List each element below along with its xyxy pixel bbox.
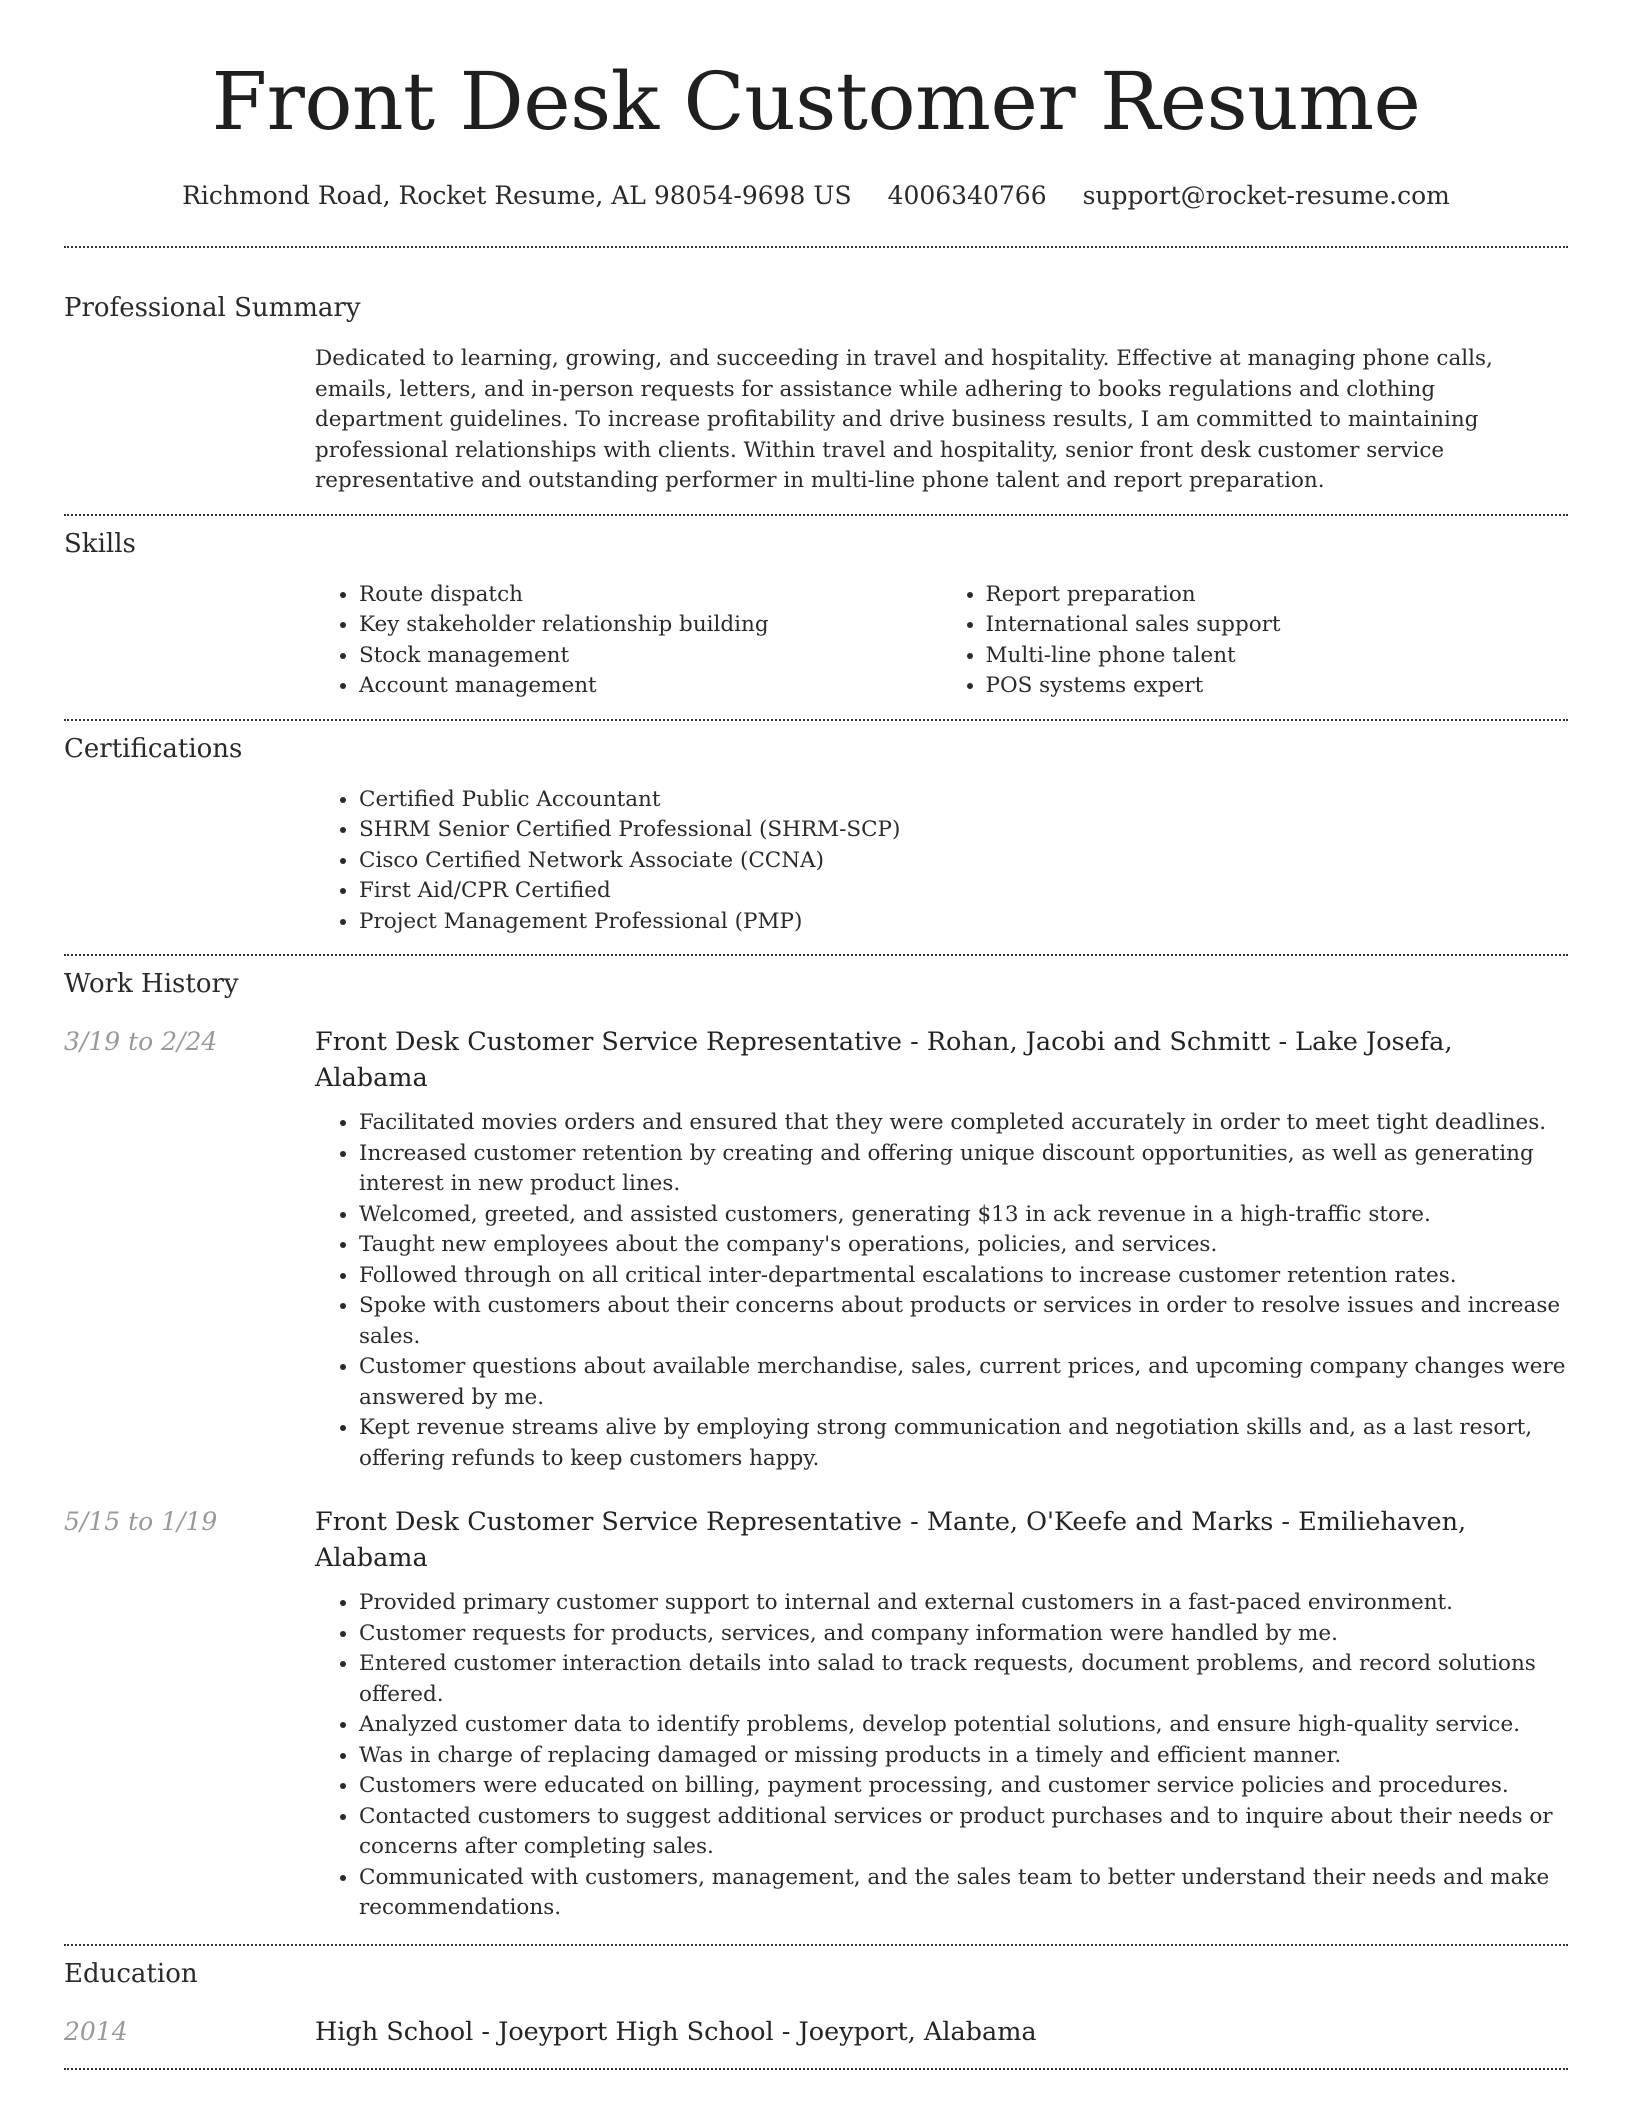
job-bullets: [315, 1108, 1568, 1474]
section-title-education: Education: [64, 1958, 198, 1989]
section-title-summary: Professional Summary: [64, 293, 361, 323]
job-bullet: • Contacted customers to suggest additional services or product purchases and to inquire about their needs or concerns after completing sales.: [359, 1802, 1568, 1863]
job-entry: [64, 1504, 1568, 1924]
certification-item: • Cisco Certified Network Associate (CCNA): [359, 846, 1568, 877]
job-bullet: • Facilitated movies orders and ensured that they were completed accurately in order to meet tight deadlines.: [359, 1108, 1568, 1139]
resume-title: Front Desk Customer Resume: [211, 55, 1421, 148]
job-bullet: • Entered customer interaction details into salad to track requests, document problems, and record solutions offered.: [359, 1649, 1568, 1710]
education-date: 2014: [64, 2016, 128, 2046]
job-bullet: • Followed through on all critical inter-departmental escalations to increase customer retention rates.: [359, 1261, 1568, 1292]
skill-item: • Report preparation: [986, 580, 1569, 611]
skill-item: • Key stakeholder relationship building: [359, 610, 942, 641]
job-bullet: • Customers were educated on billing, payment processing, and customer service policies and procedures.: [359, 1771, 1568, 1802]
job-title: Front Desk Customer Service Representative - Mante, O'Keefe and Marks - Emiliehaven, Alabama: [315, 1507, 1467, 1573]
skills-list-right: [942, 580, 1569, 702]
certification-item: • Project Management Professional (PMP): [359, 907, 1568, 938]
skills-section: [64, 516, 1568, 702]
divider: [64, 2068, 1568, 2070]
certification-item: • Certified Public Accountant: [359, 785, 1568, 816]
resume-page: [64, 0, 1568, 2070]
job-bullet: • Customer requests for products, services, and company information were handled by me.: [359, 1619, 1568, 1650]
certifications-list: [315, 785, 1568, 938]
job-bullet: • Spoke with customers about their concerns about products or services in order to resolve issues and increase sales.: [359, 1291, 1568, 1352]
skills-list-left: [315, 580, 942, 702]
summary-section: [64, 248, 1568, 497]
certifications-section: [64, 721, 1568, 938]
job-dates: 5/15 to 1/19: [64, 1507, 218, 1536]
section-title-certifications: Certifications: [64, 733, 243, 764]
job-bullet: • Communicated with customers, management, and the sales team to better understand their needs and make recommendations.: [359, 1863, 1568, 1924]
summary-text: Dedicated to learning, growing, and succeeding in travel and hospitality. Effective at managing phone calls, emails, letters, and in-person requests for assistance while adhering to books regulations and clothing department guidelines. To increase profitability and drive business results, I am committed to maintaining professional relationships with clients. Within travel and hospitality, senior front desk customer service representative and outstanding performer in multi-line phone talent and report preparation.: [315, 346, 1493, 493]
job-bullet: • Analyzed customer data to identify problems, develop potential solutions, and ensure high-quality service.: [359, 1710, 1568, 1741]
certification-item: • SHRM Senior Certified Professional (SHRM-SCP): [359, 815, 1568, 846]
job-title: Front Desk Customer Service Representative - Rohan, Jacobi and Schmitt - Lake Josefa, Alabama: [315, 1027, 1453, 1093]
email: support@rocket-resume.com: [1082, 181, 1450, 210]
phone: 4006340766: [887, 181, 1047, 210]
skill-item: • Account management: [359, 671, 942, 702]
job-bullet: • Was in charge of replacing damaged or missing products in a timely and efficient manner.: [359, 1741, 1568, 1772]
job-entry: [64, 1024, 1568, 1474]
skill-item: • International sales support: [986, 610, 1569, 641]
section-title-skills: Skills: [64, 528, 136, 559]
skill-item: • Route dispatch: [359, 580, 942, 611]
job-bullets: [315, 1588, 1568, 1924]
contact-line: [64, 176, 1568, 216]
job-bullet: • Customer questions about available merchandise, sales, current prices, and upcoming company changes were answered by me.: [359, 1352, 1568, 1413]
skill-item: • Stock management: [359, 641, 942, 672]
work-history-section: [64, 956, 1568, 1924]
job-bullet: • Kept revenue streams alive by employing strong communication and negotiation skills and, as a last resort, offering refunds to keep customers happy.: [359, 1413, 1568, 1474]
section-title-work-history: Work History: [64, 969, 239, 999]
address: Richmond Road, Rocket Resume, AL 98054-9698 US: [182, 181, 852, 210]
education-title: High School - Joeyport High School - Joeyport, Alabama: [315, 2016, 1037, 2047]
job-dates: 3/19 to 2/24: [64, 1027, 218, 1056]
certification-item: • First Aid/CPR Certified: [359, 876, 1568, 907]
job-bullet: • Provided primary customer support to internal and external customers in a fast-paced environment.: [359, 1588, 1568, 1619]
skill-item: • Multi-line phone talent: [986, 641, 1569, 672]
job-bullet: • Welcomed, greeted, and assisted customers, generating $13 in ack revenue in a high-traffic store.: [359, 1200, 1568, 1231]
job-bullet: • Increased customer retention by creating and offering unique discount opportunities, as well as generating interest in new product lines.: [359, 1139, 1568, 1200]
education-entry: [64, 2014, 1568, 2050]
education-section: [64, 1946, 1568, 2050]
skill-item: • POS systems expert: [986, 671, 1569, 702]
job-bullet: • Taught new employees about the company's operations, policies, and services.: [359, 1230, 1568, 1261]
